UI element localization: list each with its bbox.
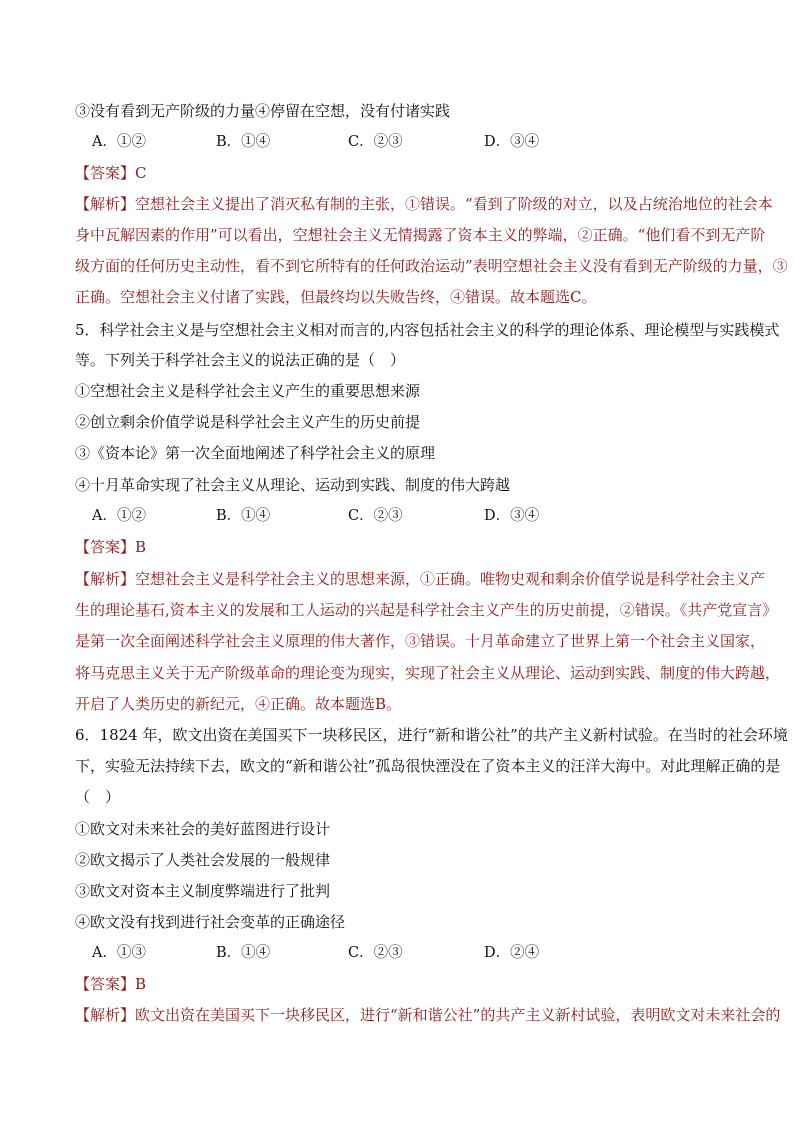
q4-analysis-line: 正确。空想社会主义付诸了实践，但最终均以失败告终，④错误。故本题选C。 bbox=[75, 288, 597, 306]
q6-option-d: D．②④ bbox=[484, 945, 540, 961]
q5-statement: ①空想社会主义是科学社会主义产生的重要思想来源 bbox=[75, 382, 421, 400]
q5-option-d: D．③④ bbox=[484, 508, 540, 524]
answer-label: 【答案】 bbox=[75, 538, 136, 556]
answer-value: C bbox=[135, 164, 147, 182]
q4-analysis-line: 级方面的任何历史主动性，看不到它所特有的任何政治运动”表明空想社会主义没有看到无产阶级的力量，③ bbox=[75, 257, 788, 275]
q5-analysis-line: 是第一次全面阐述科学社会主义原理的伟大著作，③错误。十月革命建立了世界上第一个社会主义国家， bbox=[75, 632, 766, 650]
q4-option-d: D．③④ bbox=[484, 134, 540, 150]
q4-option-a: A．①② bbox=[92, 134, 146, 150]
q5-statement: ④十月革命实现了社会主义从理论、运动到实践、制度的伟大跨越 bbox=[75, 476, 511, 494]
answer-label: 【答案】 bbox=[75, 975, 136, 993]
answer-label: 【答案】 bbox=[75, 164, 136, 182]
answer-value: B bbox=[135, 538, 147, 556]
answer-value: B bbox=[135, 975, 147, 993]
q6-stem: 下，实验无法持续下去，欧文的“新和谐公社”孤岛很快湮没在了资本主义的汪洋大海中。对此理解正确的是 bbox=[75, 757, 781, 775]
q6-statement: ②欧文揭示了人类社会发展的一般规律 bbox=[75, 851, 331, 869]
q5-option-a: A．①② bbox=[92, 508, 146, 524]
q6-option-c: C．②③ bbox=[348, 945, 403, 961]
q6-stem: （ ） bbox=[75, 788, 121, 806]
q5-analysis-line: 生的理论基石,资本主义的发展和工人运动的兴起是科学社会主义产生的历史前提，②错误。《共产党宣言》 bbox=[75, 601, 778, 619]
q5-analysis-line: 将马克思主义关于无产阶级革命的理论变为现实，实现了社会主义从理论、运动到实践、制度的伟大跨越， bbox=[75, 664, 781, 682]
q5-answer bbox=[75, 537, 725, 557]
analysis-label: 【解析】 bbox=[75, 195, 136, 213]
q6-statement: ④欧文没有找到进行社会变革的正确途径 bbox=[75, 913, 346, 931]
q6-option-b: B．①④ bbox=[216, 945, 271, 961]
q6-answer bbox=[75, 974, 725, 994]
q5-stem: 等。下列关于科学社会主义的说法正确的是（ ） bbox=[75, 351, 406, 369]
q5-option-b: B．①④ bbox=[216, 508, 271, 524]
q6-statement: ③欧文对资本主义制度弊端进行了批判 bbox=[75, 882, 331, 900]
q4-analysis-line: 身中瓦解因素的作用”可以看出，空想社会主义无情揭露了资本主义的弊端，②正确。“他们看不到无产阶 bbox=[75, 226, 766, 244]
analysis-label: 【解析】 bbox=[75, 1006, 136, 1024]
q5-analysis-line: 开启了人类历史的新纪元，④正确。故本题选B。 bbox=[75, 695, 402, 713]
q6-option-a: A．①③ bbox=[92, 945, 146, 961]
q4-option-b: B．①④ bbox=[216, 134, 271, 150]
q5-stem: 5．科学社会主义是与空想社会主义相对而言的,内容包括社会主义的科学的理论体系、理论模型与实践模式 bbox=[75, 321, 780, 339]
q4-option-c: C．②③ bbox=[348, 134, 403, 150]
analysis-label: 【解析】 bbox=[75, 570, 136, 588]
q6-stem: 6．1824 年，欧文出资在美国买下一块移民区，进行“新和谐公社”的共产主义新村试验。在当时的社会环境 bbox=[75, 726, 788, 744]
q6-analysis-line: 【解析】欧文出资在美国买下一块移民区，进行“新和谐公社”的共产主义新村试验，表明欧文对未来社会的 bbox=[75, 1006, 781, 1024]
q5-statement: ③《资本论》第一次全面地阐述了科学社会主义的原理 bbox=[75, 444, 436, 462]
q6-statement: ①欧文对未来社会的美好蓝图进行设计 bbox=[75, 820, 331, 838]
q4-analysis-line: 【解析】空想社会主义提出了消灭私有制的主张，①错误。“看到了阶级的对立，以及占统治地位的社会本 bbox=[75, 195, 773, 213]
q5-statement: ②创立剩余价值学说是科学社会主义产生的历史前提 bbox=[75, 413, 421, 431]
q5-analysis-line: 【解析】空想社会主义是科学社会主义的思想来源，①正确。唯物史观和剩余价值学说是科学社会主义产 bbox=[75, 570, 766, 588]
q4-statement-tail: ③没有看到无产阶级的力量④停留在空想，没有付诸实践 bbox=[75, 102, 451, 120]
q5-option-c: C．②③ bbox=[348, 508, 403, 524]
q4-answer bbox=[75, 163, 725, 183]
